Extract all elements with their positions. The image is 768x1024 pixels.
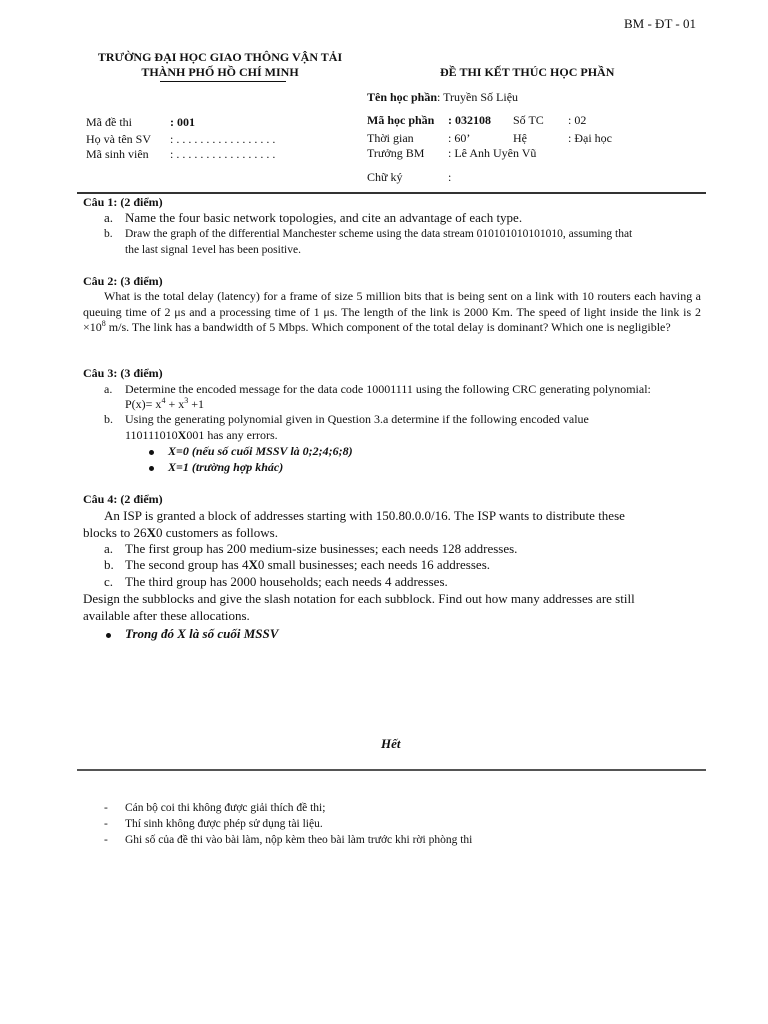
- document-code: BM - ĐT - 01: [624, 16, 696, 31]
- exam-title: ĐỀ THI KẾT THÚC HỌC PHẦN: [440, 65, 615, 79]
- q3-b-line2: [125, 428, 278, 443]
- q2-body: [83, 289, 701, 336]
- course-name-value: : Truyền Số Liệu: [437, 90, 519, 104]
- signature-label: Chữ ký: [367, 170, 403, 184]
- q1-a-marker: a.: [104, 210, 114, 225]
- credits-label: Số TC: [513, 113, 544, 127]
- school-name-line1: TRƯỜNG ĐẠI HỌC GIAO THÔNG VẬN TẢI: [97, 50, 343, 64]
- course-code-label: Mã học phần: [367, 113, 435, 127]
- q3-b-code-c: 001 has any errors.: [186, 428, 278, 442]
- q4-bullet: Trong đó X là số cuối MSSV: [125, 626, 279, 641]
- q2-body-part2: m/s. The link has a bandwidth of 5 Mbps. Which component of the total delay is dominant? Which one is negligible?: [105, 320, 671, 334]
- q4-intro-line1: An ISP is granted a block of addresses starting with 150.80.0.0/16. The ISP wants to distribute these: [104, 508, 625, 523]
- poly-exp2: 3: [184, 396, 189, 405]
- signature-value: :: [448, 170, 452, 184]
- q4-title: Câu 4: (2 điểm): [83, 492, 163, 506]
- q4-intro-line2: [83, 525, 278, 541]
- note-item: Thí sinh không được phép sử dụng tài liệu.: [125, 818, 323, 830]
- q3-polynomial: [125, 397, 204, 412]
- course-name-row: [367, 90, 518, 105]
- q4-b-x: X: [248, 557, 258, 572]
- q3-b-marker: b.: [104, 412, 113, 426]
- bullet-icon: [149, 450, 154, 455]
- q4-a-marker: a.: [104, 541, 114, 556]
- q4-b-marker: b.: [104, 557, 114, 572]
- q1-b-marker: b.: [104, 228, 113, 240]
- school-name-line2: THÀNH PHỐ HỒ CHÍ MINH: [141, 65, 299, 79]
- note-item: Cán bộ coi thi không được giải thích đề thi;: [125, 802, 326, 814]
- q4-intro-x: X: [146, 525, 156, 540]
- student-name-field: : . . . . . . . . . . . . . . . . .: [170, 132, 276, 146]
- note-marker: -: [104, 834, 108, 846]
- bullet-icon: [149, 466, 154, 471]
- student-name-label: Họ và tên SV: [86, 132, 151, 146]
- end-text: Hết: [381, 736, 401, 751]
- time-value: : 60’: [448, 131, 471, 145]
- poly-part1: P(x)= x: [125, 397, 162, 411]
- course-name-label: Tên học phần: [367, 90, 438, 104]
- footer-divider: [77, 769, 706, 771]
- q2-body-part1: What is the total delay (latency) for a frame of size 5 million bits that is being sent on a link with 10 routers each having a queuing time of 2 μs and a processing time of 1 μs. The length of the link is 2000 Km. The speed of light inside the link is 2 ×10: [83, 289, 701, 334]
- q4-b-c: 0 small businesses; each needs 16 addresses.: [257, 557, 490, 572]
- q1-a-text: Name the four basic network topologies, and cite an advantage of each type.: [125, 210, 523, 225]
- course-code-value: : 032108: [448, 113, 491, 127]
- exam-code-value: : 001: [170, 115, 195, 129]
- credits-value: : 02: [568, 113, 587, 127]
- q3-b-code-a: 110111010: [125, 428, 178, 442]
- bullet-icon: [106, 633, 111, 638]
- head-label: Trưởng BM: [367, 146, 425, 160]
- time-label: Thời gian: [367, 131, 414, 145]
- q1-title: Câu 1: (2 điểm): [83, 195, 163, 209]
- head-value: : Lê Anh Uyên Vũ: [448, 146, 537, 160]
- q3-title: Câu 3: (3 điểm): [83, 366, 163, 380]
- q4-design-line1: Design the subblocks and give the slash notation for each subblock. Find out how many addresses are still: [83, 591, 635, 606]
- q3-bullet-2: X=1 (trường hợp khác): [168, 460, 284, 474]
- q1-b-line1: Draw the graph of the differential Manchester scheme using the data stream 010101010101010, assuming that: [125, 228, 633, 240]
- poly-part2: + x: [165, 397, 185, 411]
- q3-a-line1: Determine the encoded message for the data code 10001111 using the following CRC generating polynomial:: [125, 382, 651, 396]
- exam-code-label: Mã đề thi: [86, 115, 132, 129]
- q4-c-marker: c.: [104, 574, 114, 589]
- q4-intro-c: 0 customers as follows.: [155, 525, 278, 540]
- q3-b-line1: Using the generating polynomial given in Question 3.a determine if the following encoded value: [125, 412, 589, 426]
- note-marker: -: [104, 818, 108, 830]
- q4-design-line2: available after these allocations.: [83, 608, 250, 623]
- system-value: : Đại học: [568, 131, 612, 145]
- q3-b-code-x: X: [177, 428, 187, 442]
- header-divider: [77, 192, 706, 194]
- student-id-label: Mã sinh viên: [86, 147, 149, 161]
- q4-b-text: [125, 557, 490, 573]
- q3-a-marker: a.: [104, 382, 113, 396]
- q4-c-text: The third group has 2000 households; each needs 4 addresses.: [125, 574, 448, 589]
- q4-intro-a: blocks to 26: [83, 525, 147, 540]
- poly-exp1: 4: [161, 396, 166, 405]
- q2-title: Câu 2: (3 điểm): [83, 274, 163, 288]
- q4-b-a: The second group has 4: [125, 557, 249, 572]
- q3-bullet-1: X=0 (nếu số cuối MSSV là 0;2;4;6;8): [168, 444, 353, 458]
- note-item: Ghi số của đề thi vào bài làm, nộp kèm theo bài làm trước khi rời phòng thi: [125, 834, 473, 846]
- school-underline: [160, 81, 286, 82]
- q1-b-line2: the last signal 1evel has been positive.: [125, 244, 301, 256]
- system-label: Hệ: [513, 131, 527, 145]
- q4-a-text: The first group has 200 medium-size businesses; each needs 128 addresses.: [125, 541, 518, 556]
- student-id-field: : . . . . . . . . . . . . . . . . .: [170, 147, 276, 161]
- poly-part3: +1: [188, 397, 204, 411]
- q2-exponent: 8: [101, 319, 106, 328]
- note-marker: -: [104, 802, 108, 814]
